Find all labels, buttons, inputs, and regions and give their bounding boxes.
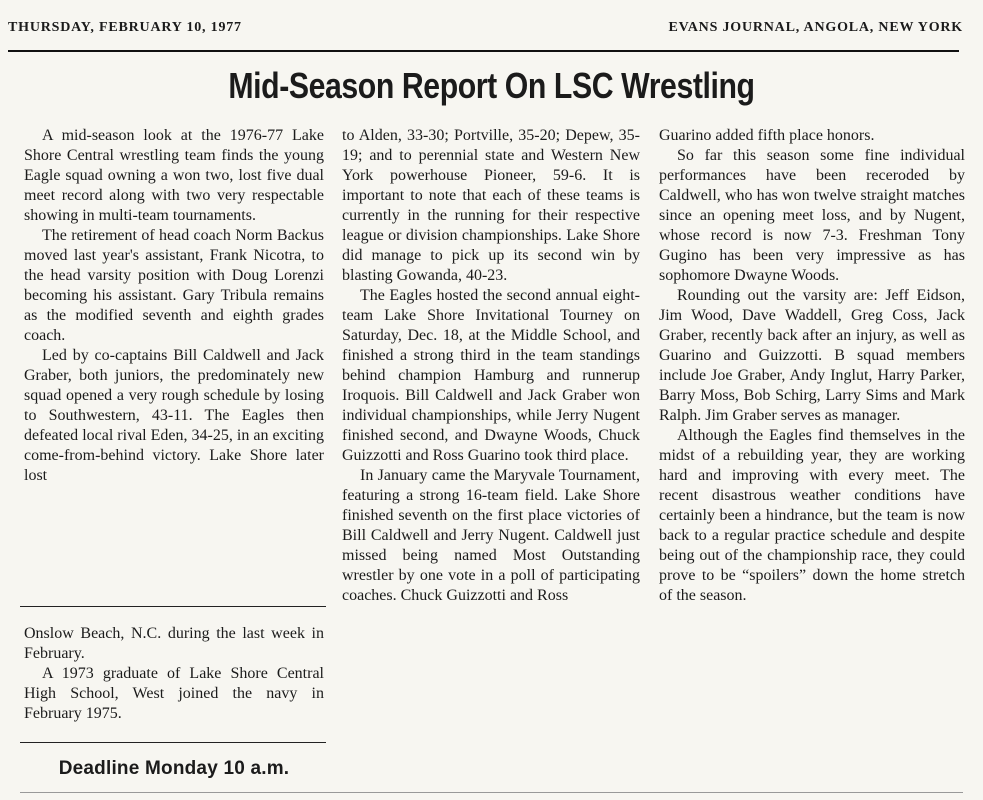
- article-paragraph: A mid-season look at the 1976-77 Lake Shore Central wrestling team finds the young Eagle squad owning a won two, lost five dual meet record along with two very respectable showing in multi-team tournaments.: [24, 127, 324, 224]
- page-bottom-rule: [20, 792, 963, 793]
- deadline-notice: Deadline Monday 10 a.m.: [58, 758, 290, 779]
- article-paragraph: The retirement of head coach Norm Backus moved last year's assistant, Frank Nicotra, to the head varsity position with Doug Lorenzi becoming his assistant. Gary Tribula remains as the modified seventh and eighth grades coach.: [24, 227, 324, 344]
- masthead: [8, 20, 963, 46]
- article-paragraph: The Eagles hosted the second annual eight-team Lake Shore Invitational Tourney on Saturday, Dec. 18, at the Middle School, and finished a strong third in the team standings behind champion Hamburg and runnerup Iroquois. Bill Caldwell and Jack Graber won individual championships, while Jerry Nugent finished second, and Dwayne Woods, Chuck Guizzotti and Ross Guarino took third place.: [342, 287, 640, 464]
- article-paragraph: Rounding out the varsity are: Jeff Eidson, Jim Wood, Dave Waddell, Greg Coss, Jack Graber, recently back after an injury, as well as Guarino and Guizzotti. B squad members include Joe Graber, Andy Inglut, Harry Parker, Barry Moss, Bob Schirg, Larry Sims and Mark Ralph. Jim Graber serves as manager.: [659, 287, 965, 424]
- article-paragraph: Guarino added fifth place honors.: [659, 127, 875, 144]
- article-paragraph: Although the Eagles find themselves in the midst of a rebuilding year, they are working hard and improving with every meet. The recent disastrous weather conditions have certainly been a hindrance, but the team is now back to a regular practice schedule and despite being out of the championship race, they could prove to be “spoilers” down the home stretch of the season.: [659, 427, 965, 604]
- article-paragraph: So far this season some fine individual performances have been receroded by Caldwell, who has won twelve straight matches since an opening meet loss, and by Nugent, whose record is now 7-3. Freshman Tony Gugino has been very impressive as has sophomore Dwayne Woods.: [659, 147, 965, 284]
- column-divider: [20, 606, 326, 607]
- masthead-paper-name: EVANS JOURNAL, ANGOLA, NEW YORK: [668, 20, 963, 35]
- article-paragraph: In January came the Maryvale Tournament, featuring a strong 16-team field. Lake Shore finished seventh on the first place victories of Bill Caldwell and Jerry Nugent. Caldwell just missed being named Most Outstanding wrestler by one vote in a poll of participating coaches. Chuck Guizzotti and Ross: [342, 467, 640, 604]
- article-column-2: [342, 126, 640, 606]
- article-paragraph: Led by co-captains Bill Caldwell and Jack Graber, both juniors, the predominately new squad opened a very rough schedule by losing to Southwestern, 43-11. The Eagles then defeated local rival Eden, 34-25, in an exciting come-from-behind victory. Lake Shore later lost: [24, 347, 324, 484]
- masthead-rule: [8, 50, 959, 52]
- article-headline: Mid-Season Report On LSC Wrestling: [228, 65, 755, 106]
- other-story-fragment: [24, 624, 324, 724]
- article-paragraph: to Alden, 33-30; Portville, 35-20; Depew, 35-19; and to perennial state and Western New York powerhouse Pioneer, 59-6. It is important to note that each of these teams is currently in the running for their respective league or division championships. Lake Shore did manage to pick up its second win by blasting Gowanda, 40-23.: [342, 127, 640, 284]
- article-column-3: [659, 126, 965, 606]
- other-story-paragraph: Onslow Beach, N.C. during the last week in February.: [24, 625, 324, 662]
- column-divider: [20, 742, 326, 743]
- other-story-paragraph: A 1973 graduate of Lake Shore Central High School, West joined the navy in February 1975.: [24, 665, 324, 722]
- article-column-1: [24, 126, 324, 486]
- masthead-date: THURSDAY, FEBRUARY 10, 1977: [8, 20, 242, 35]
